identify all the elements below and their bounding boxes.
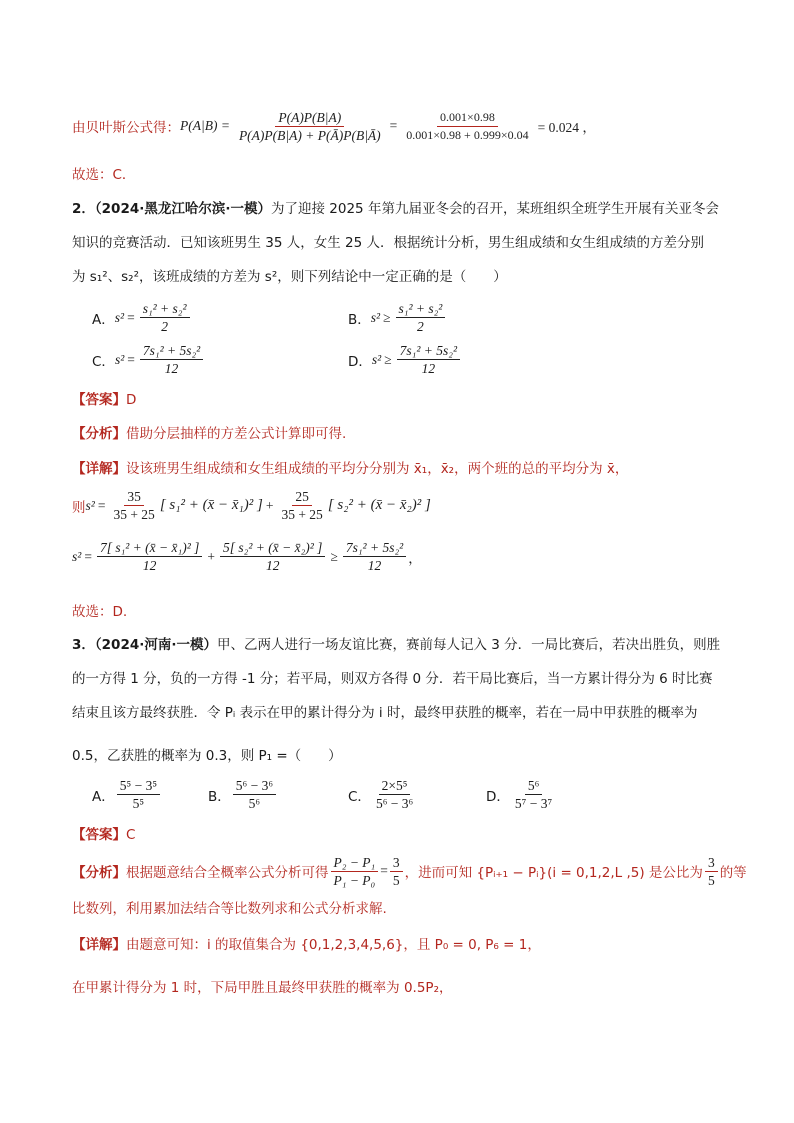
q3-analysis-line1: 【分析】 根据题意结合全概率公式分析可得 $\frac{\text{P₂ − P₁}}{\text{P₁ − P₀}}$ = $\frac{3}{5}$ ，进而可知 {Pᵢ₊₁ − Pᵢ}(i = 0,1,2,L ,5) 是公比为 $\frac{3}{5}$ 的等 (72, 854, 747, 888)
q2-answer (72, 388, 136, 408)
q3-option-d: D． $\frac{\text{5⁶}}{\text{5⁷ − 3⁷}}$ (486, 778, 553, 811)
q2-line1 (72, 197, 719, 217)
q3-last-line: 在甲累计得分为 1 时，下局甲胜且最终甲获胜的概率为 0.5P₂， (72, 980, 453, 996)
q2-answer-value: D (126, 392, 137, 408)
q3-answer-value: C (126, 827, 136, 843)
q2-choice: 故选：D. (72, 604, 128, 620)
q3-source: （2024·河南·一模） (94, 637, 217, 653)
q3-answer-tag: 【答案】 (72, 827, 126, 843)
q3-option-a: A． $\frac{\text{5⁵ − 3⁵}}{\text{5⁵}}$ (92, 778, 162, 811)
q3-analysis-text-1: 根据题意结合全概率公式分析可得 (126, 865, 329, 881)
bayes-formula-line: 由贝叶斯公式得： P(A|B) = $\frac{P(A)P(B|A)}{P(A)P(B|A) + P(Ā)P(B|Ā)}$ = $\frac{0.001\times 0.98}{0.001\times 0.98 + 0.999\times 0.04}$ = 0.024 ， (72, 109, 596, 143)
q2-option-d-label: D． (348, 353, 372, 370)
q3-analysis-text-3: 的等 (719, 865, 747, 881)
q2-text-1: 为了迎接 2025 年第九届亚冬会的召开，某班组织全班学生开展有关亚冬会 (271, 201, 719, 217)
q3-option-a-label: A． (92, 788, 115, 805)
q3-text-1: 甲、乙两人进行一场友谊比赛，赛前每人记入 3 分．一局比赛后，若决出胜负，则胜 (217, 637, 721, 653)
bayes-numerator-values: 0.001×0.98 (437, 110, 498, 127)
bayes-result: = 0.024 ， (537, 120, 596, 135)
q3-option-c: C． $\frac{\text{2×5⁵}}{\text{5⁶ − 3⁶}}$ (348, 778, 414, 811)
q2-source: （2024·黑龙江哈尔滨·一模） (94, 201, 271, 217)
q3-detail-text: 由题意可知：i 的取值集合为 {0,1,2,3,4,5,6}，且 P₀ = 0, P₆ = 1， (126, 937, 541, 953)
q2-option-c: C． s² = $\frac{\text{7s₁² + 5s₂²}}{12}$ (92, 343, 205, 376)
q2-option-a-label: A． (92, 311, 115, 328)
q3-detail-tag: 【详解】 (72, 937, 126, 953)
q3-detail (72, 933, 541, 953)
q3-analysis-tag: 【分析】 (72, 865, 126, 881)
q3-analysis-text-2: ，进而可知 {Pᵢ₊₁ − Pᵢ}(i = 0,1,2,L ,5) 是公比为 (404, 865, 703, 881)
q2-analysis-tag: 【分析】 (72, 426, 126, 442)
q2-detail-tag: 【详解】 (72, 461, 126, 477)
bayes-numerator: P(A)P(B|A) (275, 110, 344, 127)
q2-option-b-label: B． (348, 311, 371, 328)
q3-number: 3． (72, 637, 95, 653)
q2-analysis-text: 借助分层抽样的方差公式计算即可得. (126, 426, 347, 442)
q2-analysis (72, 422, 346, 442)
q3-option-d-label: D． (486, 788, 510, 805)
q3-analysis-line2: 比数列，利用累加法结合等比数列求和公式分析求解. (72, 901, 387, 917)
q2-option-a: A． s² = $\frac{\text{s₁² + s₂²}}{2}$ (92, 301, 192, 334)
bayes-denominator-values: 0.001×0.98 + 0.999×0.04 (406, 127, 529, 142)
q3-line2: 的一方得 1 分，负的一方得 -1 分；若平局，则双方各得 0 分．若干局比赛后，当一方累计得分为 6 时比赛 (72, 671, 713, 687)
q3-answer (72, 823, 135, 843)
q3-option-b-label: B． (208, 788, 231, 805)
q3-line4: 0.5，乙获胜的概率为 0.3，则 P₁ =（ ） (72, 748, 342, 764)
q3-line1 (72, 633, 720, 653)
q2-derivation-2: s² = $\frac{\text{7[ s₁² + (x̄ − x̄₁)² ]}}{12}$ + $\frac{\text{5[ s₂² + (x̄ − x̄₂)² ]}}{12}$ ≥ $\frac{\text{7s₁² + 5s₂²}}{12}$ ， (72, 540, 422, 573)
q3-option-b: B． $\frac{\text{5⁶ − 3⁶}}{\text{5⁶}}$ (208, 778, 278, 811)
q2-answer-tag: 【答案】 (72, 392, 126, 408)
q2-line3: 为 s₁²、s₂²，该班成绩的方差为 s²，则下列结论中一定正确的是（ ） (72, 269, 507, 285)
bayes-lhs: P(A|B) = (180, 118, 230, 133)
q2-derivation-1: 则 s² = $\frac{35}{35 + 25}$ [ s₁² + (x̄ − x̄₁)² ] + $\frac{25}{35 + 25}$ [ s₂² + (x̄ − x̄₂)² ] (72, 489, 431, 522)
q3-option-c-label: C． (348, 788, 371, 805)
q2-option-b: B． s² ≥ $\frac{\text{s₁² + s₂²}}{2}$ (348, 301, 447, 334)
q2-then: 则 (72, 499, 86, 516)
q1-choice: 故选：C． (72, 167, 136, 183)
q2-line2: 知识的竞赛活动．已知该班男生 35 人，女生 25 人．根据统计分析，男生组成绩和女生组成绩的方差分别 (72, 235, 705, 251)
q3-line3: 结束且该方最终获胜．令 Pᵢ 表示在甲的累计得分为 i 时，最终甲获胜的概率，若在一局中甲获胜的概率为 (72, 705, 698, 721)
bayes-prefix: 由贝叶斯公式得： (72, 120, 180, 136)
q2-number: 2． (72, 201, 95, 217)
bayes-denominator: P(A)P(B|A) + P(Ā)P(B|Ā) (238, 127, 381, 143)
q2-option-c-label: C． (92, 353, 115, 370)
q2-detail-text: 设该班男生组成绩和女生组成绩的平均分分别为 x̄₁，x̄₂，两个班的总的平均分为 x̄， (126, 461, 629, 477)
q2-detail (72, 457, 628, 477)
q2-option-d: D． s² ≥ $\frac{\text{7s₁² + 5s₂²}}{12}$ (348, 343, 462, 376)
